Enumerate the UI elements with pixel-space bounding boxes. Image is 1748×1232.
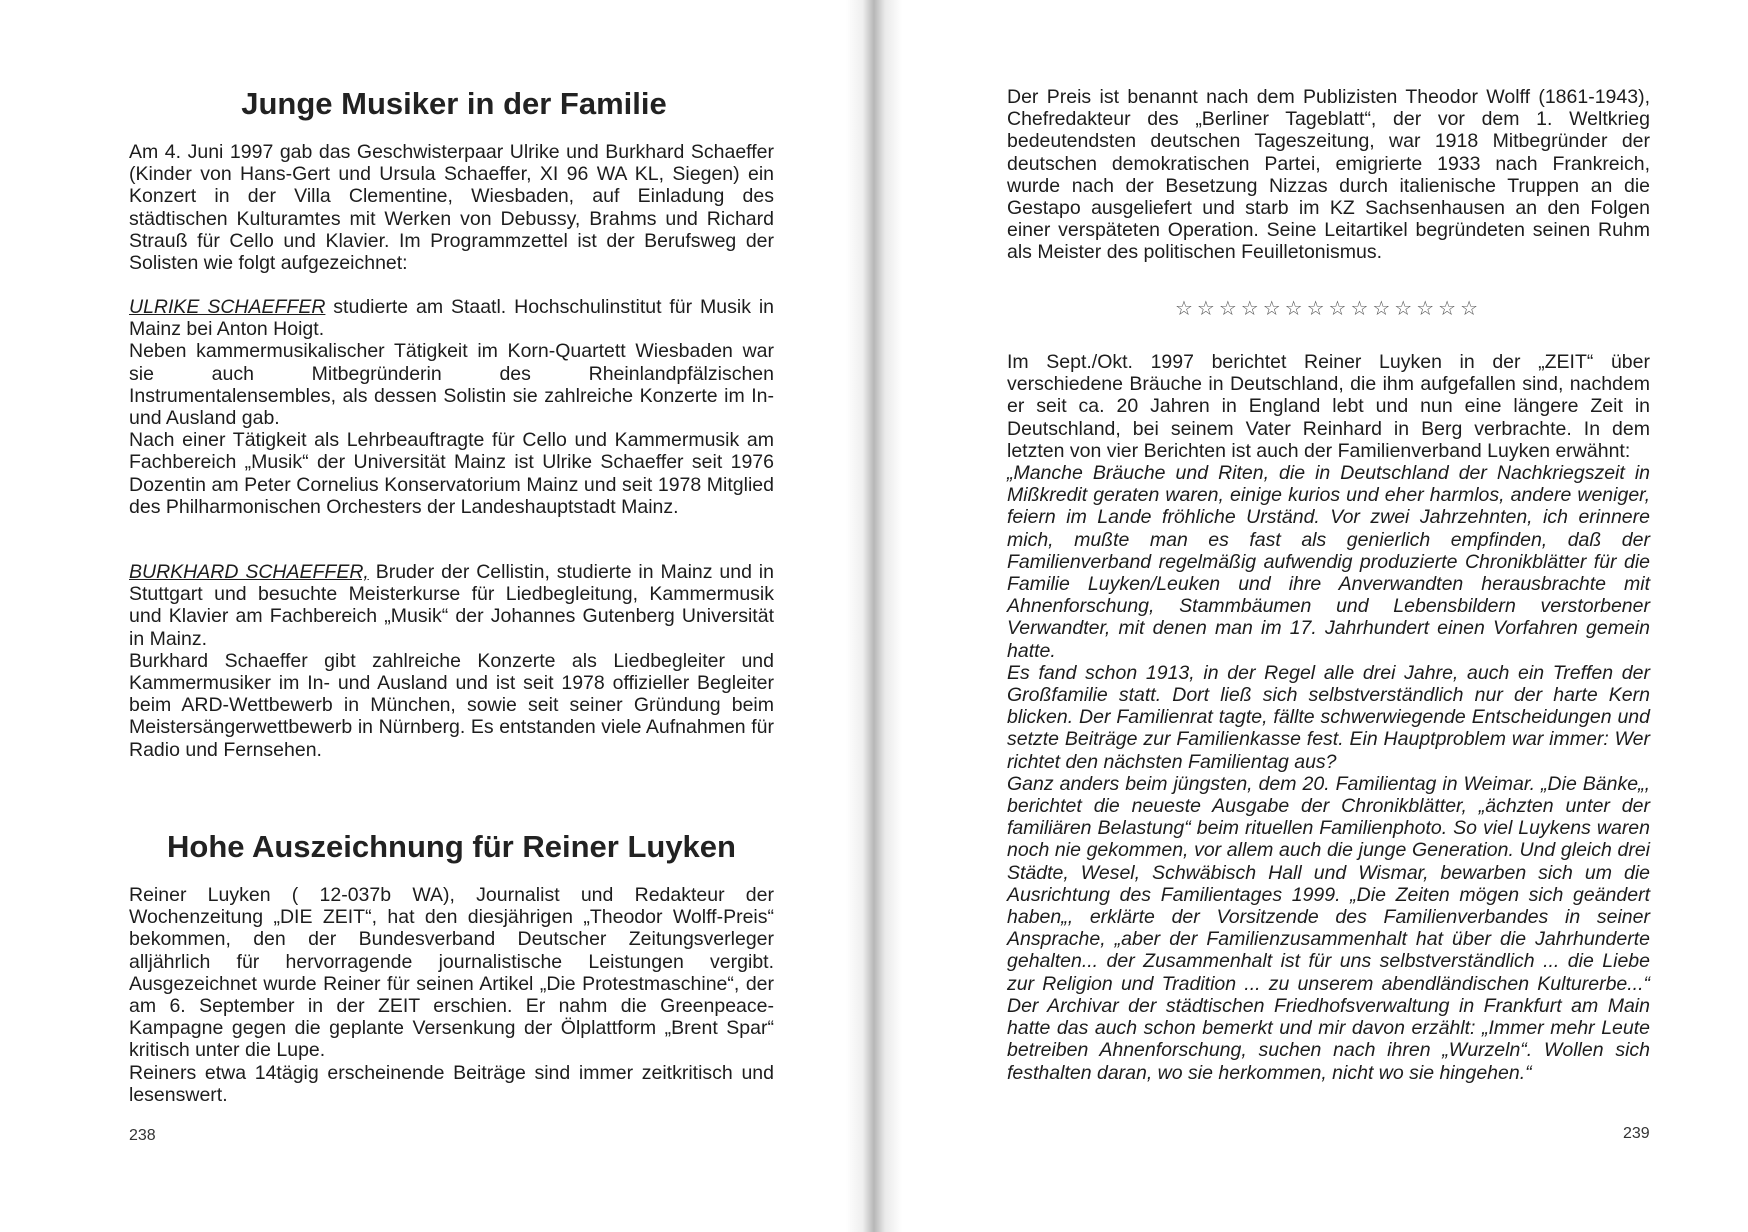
heading-hohe-auszeichnung: Hohe Auszeichnung für Reiner Luyken <box>167 829 736 864</box>
burkhard-line <box>129 561 774 650</box>
right-page <box>880 0 1748 1232</box>
wolff-text: Der Preis ist benannt nach dem Publizisten Theodor Wolff (1861-1943), Chefredakteur des „Berliner Tageblatt“, der vor dem 1. Weltkrieg bedeutendsten deutschen Tageszeitung, war 1918 Mitbegründer der deutschen demokratischen Partei, emigrierte 1933 nach Frankreich, wurde nach der Besetzung Nizzas durch italienische Truppen an die Gestapo ausgeliefert und starb im KZ Sachsenhausen an den Folgen einer verspäteten Operation. Seine Leitartikel begründeten seinen Ruhm als Meister des politischen Feuilletonismus. <box>1007 86 1650 264</box>
quote-part-2: Es fand schon 1913, in der Regel alle drei Jahre, auch ein Treffen der Großfamilie statt. Dort ließ sich selbstverständlich nur der harte Kern blicken. Der Familienrat tagte, fällte schwerwiegende Entscheidungen und setzte Beiträge zur Familienkasse fest. Ein Hauptproblem war immer: Wer richtet den nächsten Familientag aus? <box>1007 661 1650 773</box>
quote-part-1: „Manche Bräuche und Riten, die in Deutschland der Nachkriegszeit in Mißkredit geraten waren, einige kurios und eher harmlos, andere weniger, feiern im Lande fröhliche Urständ. Vor zwei Jahrzehnten, ich erinnere mich, mußte man es fast als genierlich empfinden, daß der Familienverband regelmäßig aufwendig produzierte Chronikblätter für die Familie Luyken/Leuken und ihre Anverwandten herausbrachte mit Ahnenforschung, Stammbäumen und Lebensbildern verstorbener Verwandter, mit denen man im 17. Jahrhundert einen Vorfahren gemein hatte. <box>1007 462 1650 662</box>
ulrike-text-1: studierte am Staatl. Hochschulinstitut für Musik in Mainz bei Anton Hoigt. <box>129 296 775 341</box>
intro-text: Am 4. Juni 1997 gab das Geschwisterpaar Ulrike und Burkhard Schaeffer (Kinder von Hans-Gert und Ursula Schaeffer, XI 96 WA KL, Siegen) ein Konzert in der Villa Clementine, Wiesbaden, auf Einladung des städtischen Kulturamtes mit Werken von Debussy, Brahms und Richard Strauß für Cello und Klavier. Im Programmzettel ist der Berufsweg der Solisten wie folgt aufgezeichnet: <box>129 141 774 275</box>
intro-paragraph <box>129 141 774 274</box>
left-page <box>0 0 870 1232</box>
zeit-report-text: Im Sept./Okt. 1997 berichtet Reiner Luyken in der „ZEIT“ über verschiedene Bräuche in Deutschland, die ihm aufgefallen sind, nachdem er seit ca. 20 Jahren in England lebt und nun eine längere Zeit in Deutschland, bei seinem Vater Reinhard in Berg verbrachte. In dem letzten von vier Berichten ist auch der Familienverband Luyken erwähnt: <box>1007 351 1650 462</box>
zeit-report-section <box>1007 351 1650 1084</box>
ulrike-text-2: Neben kammermusikalischer Tätigkeit im Korn-Quartett Wiesbaden war sie auch Mitbegründerin des Rheinlandpfälzischen Instrumentalensembles, als dessen Solistin sie zahlreiche Konzerte im In- und Ausland gab. <box>129 340 774 430</box>
page-number-right: 239 <box>1623 1125 1650 1142</box>
burkhard-section <box>129 561 774 761</box>
burkhard-text-1: Bruder der Cellistin, studierte in Mainz und in Stuttgart und besuchte Meisterkurse für Liedbegleitung, Kammermusik und Klavier am Fachbereich „Musik“ der Johannes Gutenberg Universität in Mainz. <box>129 561 774 650</box>
award-text-2: Reiners etwa 14tägig erscheinende Beiträge sind immer zeitkritisch und lesenswert. <box>129 1061 774 1106</box>
ulrike-text-3: Nach einer Tätigkeit als Lehrbeauftragte für Cello und Kammermusik am Fachbereich „Musik“ der Universität Mainz ist Ulrike Schaeffer seit 1976 Dozentin am Peter Cornelius Konservatorium Mainz und seit 1978 Mitglied des Philharmonischen Orchesters der Landeshauptstadt Mainz. <box>129 429 774 518</box>
ulrike-line <box>129 296 774 340</box>
wolff-paragraph <box>1007 86 1650 264</box>
ulrike-name: ULRIKE SCHAEFFER <box>129 296 326 318</box>
award-text: Reiner Luyken ( 12-037b WA), Journalist und Redakteur der Wochenzeitung „DIE ZEIT“, hat den diesjährigen „Theodor Wolff-Preis“ bekommen, den der Bundesverband Deutscher Zeitungsverleger alljährlich für hervorragende journalistische Leistungen vergibt. Ausgezeichnet wurde Reiner für seinen Artikel „Die Protestmaschine“, der am 6. September in der ZEIT erschien. Er nahm die Greenpeace-Kampagne gegen die geplante Versenkung der Ölplattform „Brent Spar“ kritisch unter die Lupe. <box>129 884 774 1062</box>
star-divider: ☆☆☆☆☆☆☆☆☆☆☆☆☆☆ <box>1175 298 1483 320</box>
luyken-award-section <box>129 884 774 1106</box>
heading-junge-musiker: Junge Musiker in der Familie <box>241 86 667 121</box>
burkhard-text-2: Burkhard Schaeffer gibt zahlreiche Konzerte als Liedbegleiter und Kammermusiker im In- und Ausland und ist seit 1978 offizieller Begleiter beim ARD-Wettbewerb in München, sowie seit seiner Gründung beim Meistersängerwettbewerb in Nürnberg. Es entstanden viele Aufnahmen für Radio und Fernsehen. <box>129 649 774 761</box>
quote-part-3: Ganz anders beim jüngsten, dem 20. Familientag in Weimar. „Die Bänke„, berichtet die neueste Ausgabe der Chronikblätter, „ächzten unter der familiären Belastung“ beim rituellen Familienphoto. So viel Luykens waren noch nie gekommen, vor allem auch die junge Generation. Und gleich drei Städte, Wesel, Schwäbisch Hall und Wismar, bewarben sich um die Ausrichtung des Familientages 1999. „Die Zeiten mögen sich geändert haben„, erklärte der Vorsitzende des Familienverbandes in seiner Ansprache, „aber der Familienzusammenhalt hat über die Jahrhunderte gehalten... der Zusammenhalt ist für uns selbstverständlich ... die Liebe zur Religion und Tradition ... zu unserem abendländischen Kulturerbe...“ Der Archivar der städtischen Friedhofsverwaltung in Frankfurt am Main hatte das auch schon bemerkt und mir davon erzählt: „Immer mehr Leute betreiben Ahnenforschung, suchen nach ihren „Wurzeln“. Wollen sich festhalten daran, wo sie herkommen, nicht wo sie hingehen.“ <box>1007 772 1650 1084</box>
page-number-left: 238 <box>129 1127 156 1144</box>
burkhard-name: BURKHARD SCHAEFFER, <box>129 561 369 583</box>
ulrike-section <box>129 296 774 518</box>
